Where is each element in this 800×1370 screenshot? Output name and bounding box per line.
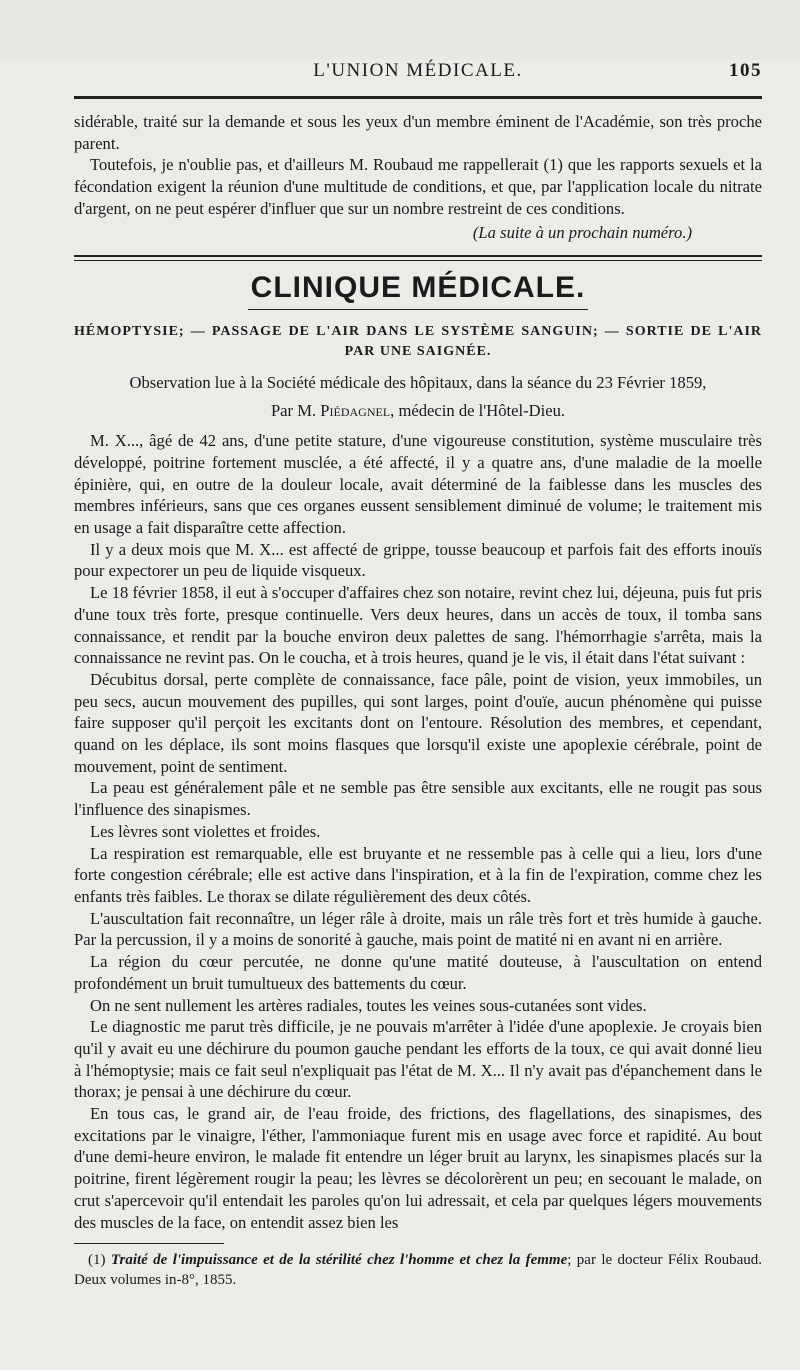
- continuation-paragraph-1: sidérable, traité sur la demande et sous les yeux d'un membre éminent de l'Académie, son très proche parent.: [74, 112, 762, 153]
- author-suffix: , médecin de l'Hôtel-Dieu.: [390, 401, 566, 421]
- continuation-text: [74, 111, 762, 243]
- body-paragraph: M. X..., âgé de 42 ans, d'une petite stature, d'une vigoureuse constitution, système musculaire très développé, poitrine fortement musclée, a été affecté, il y a quatre ans, d'une maladie de la moelle épinière, qui, en outre de la douleur locale, avait déterminé de la faiblesse dans les muscles des membres inférieurs, sans que ces organes eussent sensiblement diminué de volume; le traitement mis en usage a fait disparaître cette affection.: [74, 431, 762, 538]
- page: [0, 60, 800, 1370]
- section-divider: [74, 255, 762, 261]
- footnote-rest: ; par le docteur Félix Roubaud. Deux volumes in-8°, 1855.: [74, 1252, 762, 1289]
- author-prefix: Par M.: [270, 401, 317, 421]
- body-paragraph: Décubitus dorsal, perte complète de connaissance, face pâle, point de vision, yeux immobiles, un peu secs, aucun mouvement des pupilles, qui sont larges, point d'ouïe, aucun phénomène qui puisse faire supposer qu'il perçoit les excitants dont on l'entoure. Résolution des membres, et cependant, quand on les déplace, ils sont moins flasques que lorsqu'il existe une apoplexie cérébrale, point de mouvement, point de sentiment.: [74, 669, 762, 776]
- body-paragraph: La peau est généralement pâle et ne semble pas être sensible aux excitants, elle ne rougit pas sous l'influence des sinapismes.: [74, 778, 762, 820]
- body-paragraph: La région du cœur percutée, ne donne qu'une matité douteuse, à l'auscultation on entend profondément un bruit tumultueux des battements du cœur.: [74, 952, 762, 993]
- author-line: [74, 400, 762, 422]
- footnote-rule: [74, 1243, 224, 1244]
- footnote-title: Traité de l'impuissance et de la stérilité chez l'homme et chez la femme: [110, 1252, 568, 1269]
- body-paragraph: Le diagnostic me parut très difficile, je ne pouvais m'arrêter à l'idée d'une apoplexie. Je croyais bien qu'il y avait eu une déchirure du poumon gauche pendant les efforts de la toux, ce qui avait donné lieu à l'hémoptysie; mais ce fait seul n'expliquait pas l'état de M. X... Il n'y avait pas d'épanchement dans le thorax; je pensai à une déchirure du cœur.: [74, 1017, 762, 1102]
- footnote: [74, 1250, 762, 1290]
- article-heading: HÉMOPTYSIE; — PASSAGE DE L'AIR DANS LE SYSTÈME SANGUIN; — SORTIE DE L'AIR PAR UNE SAIGNÉE.: [74, 324, 762, 360]
- journal-title: L'UNION MÉDICALE.: [313, 60, 523, 81]
- body-paragraph: La respiration est remarquable, elle est bruyante et ne ressemble pas à celle qui a lieu, lors d'une forte congestion cérébrale; elle est active dans l'inspiration, et à la fin de l'expiration, comme chez les enfants très faibles. Le thorax se dilate régulièrement des deux côtés.: [74, 843, 762, 906]
- body-paragraph: En tous cas, le grand air, de l'eau froide, des frictions, des flagellations, des sinapismes, des excitations par le vinaigre, l'éther, l'ammoniaque furent mis en usage avec force et rapidité. Au bout d'une demi-heure environ, le malade fit entendre un léger bruit au larynx, les sinapismes placés sur la poitrine, firent légèrement rougir la peau; les lèvres se décolorèrent un peu; en secouant le malade, on crut s'apercevoir qu'il entendait les paroles qu'on lui adressait, et cela par quelques légers mouvements des muscles de la face, on entendit assez bien les: [74, 1104, 762, 1232]
- section-title: CLINIQUE MÉDICALE.: [250, 271, 586, 305]
- observation-note: Observation lue à la Société médicale des hôpitaux, dans la séance du 23 Février 1859,: [129, 373, 707, 393]
- section-title-underline: [248, 309, 588, 310]
- suite-note: (La suite à un prochain numéro.): [472, 222, 692, 242]
- header-rule: [74, 96, 762, 99]
- body-paragraph: Il y a deux mois que M. X... est affecté de grippe, tousse beaucoup et parfois fait des efforts inouïs pour expectorer un peu de liquide visqueux.: [74, 539, 762, 581]
- author-name: Piédagnel: [320, 401, 391, 421]
- page-number: 105: [729, 60, 762, 81]
- body-paragraph: Les lèvres sont violettes et froides.: [90, 821, 321, 841]
- article-body: [74, 430, 762, 1233]
- body-paragraph: On ne sent nullement les artères radiales, toutes les veines sous-cutanées sont vides.: [90, 995, 647, 1015]
- body-paragraph: L'auscultation fait reconnaître, un léger râle à droite, mais un râle très fort et très humide à gauche. Par la percussion, il y a moins de sonorité à gauche, mais point de matité ni en avant ni en arrière.: [74, 908, 762, 950]
- footnote-marker: (1): [88, 1252, 106, 1269]
- running-head: [74, 60, 762, 90]
- continuation-paragraph-2: Toutefois, je n'oublie pas, et d'ailleurs M. Roubaud me rappellerait (1) que les rapports sexuels et la fécondation exigent la réunion d'une multitude de conditions, et que, par l'application locale du nitrate d'argent, on ne peut espérer d'influer que sur un nombre restreint de ces conditions.: [74, 155, 762, 218]
- body-paragraph: Le 18 février 1858, il eut à s'occuper d'affaires chez son notaire, revint chez lui, déjeuna, puis fut pris d'une toux très forte, presque continuelle. Vers deux heures, dans un accès de toux, il tomba sans connaissance, et rendit par la bouche environ deux palettes de sang. l'hémorrhagie s'arrêta, mais la connaissance ne revint pas. On le coucha, et à trois heures, quand je le vis, il était dans l'état suivant :: [74, 583, 762, 668]
